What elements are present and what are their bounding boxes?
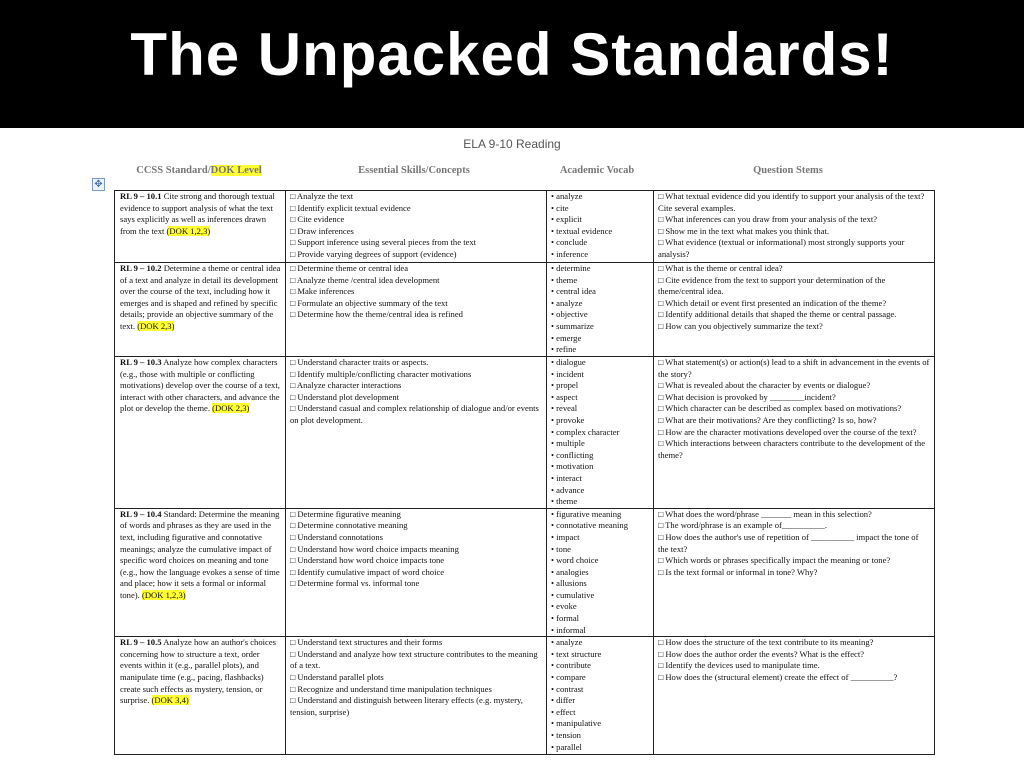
vocab-item: • figurative meaning	[551, 508, 622, 519]
skill-item: □ Identify explicit textual evidence	[290, 202, 411, 213]
vocab-item: • textual evidence	[551, 225, 613, 236]
vocab-cell	[547, 637, 654, 755]
question-item: □ What does the word/phrase _______ mean in this selection?	[658, 508, 872, 519]
vocab-item: • central idea	[551, 286, 596, 297]
questions-cell	[654, 191, 935, 263]
skill-item: □ Understand and distinguish between literary effects (e.g. mystery, tension, surprise)	[290, 695, 523, 717]
standard-code: RL 9 – 10.5	[120, 637, 162, 648]
vocab-item: • effect	[551, 706, 576, 717]
skills-cell	[286, 357, 547, 509]
title-bar	[0, 0, 1024, 128]
vocab-item: • cumulative	[551, 589, 595, 600]
vocab-item: • propel	[551, 380, 579, 391]
column-header-label: DOK Level	[210, 165, 262, 176]
skill-item: □ Determine how the theme/central idea is refined	[290, 309, 463, 320]
question-item: □ Which character can be described as complex based on motivations?	[658, 403, 902, 414]
question-item: □ Which words or phrases specifically impact the meaning or tone?	[658, 555, 891, 566]
column-headers	[114, 165, 926, 181]
question-item: □ Which interactions between characters contribute to the development of the theme?	[658, 438, 926, 460]
skill-item: □ Understand and analyze how text structure contributes to the meaning of a text.	[290, 648, 538, 671]
vocab-cell	[547, 263, 654, 357]
question-item: □ How does the author's use of repetition of __________ impact the tone of the text?	[658, 531, 919, 554]
vocab-item: • parallel	[551, 741, 582, 752]
question-item: □ What evidence (textual or informational) most strongly supports your analysis?	[658, 237, 905, 259]
question-item: □ Which detail or event first presented an indication of the theme?	[658, 297, 887, 308]
standard-cell	[115, 357, 286, 509]
vocab-item: • word choice	[551, 555, 599, 566]
vocab-item: • allusions	[551, 578, 587, 589]
standard-cell	[115, 263, 286, 357]
vocab-item: • determine	[551, 263, 591, 273]
table-row	[115, 637, 935, 755]
vocab-item: • interact	[551, 472, 582, 483]
skill-item: □ Recognize and understand time manipulation techniques	[290, 683, 492, 694]
vocab-item: • theme	[551, 274, 578, 285]
vocab-item: • explicit	[551, 214, 582, 225]
vocab-item: • analyze	[551, 297, 583, 308]
vocab-item: • reveal	[551, 403, 578, 414]
dok-level-badge: (DOK 1,2,3)	[141, 589, 186, 600]
skills-cell	[286, 637, 547, 755]
skill-item: □ Identify multiple/conflicting character motivations	[290, 368, 472, 379]
vocab-item: • incident	[551, 368, 584, 379]
skill-item: □ Analyze character interactions	[290, 380, 402, 391]
vocab-item: • motivation	[551, 461, 594, 472]
vocab-cell	[547, 357, 654, 509]
vocab-item: • conclude	[551, 237, 588, 248]
standard-cell	[115, 637, 286, 755]
questions-cell	[654, 637, 935, 755]
skill-item: □ Understand how word choice impacts meaning	[290, 543, 459, 554]
vocab-item: • analyze	[551, 637, 583, 648]
standard-text: Analyze how an author's choices concerning how to structure a text, order events within it (e.g., parallel plots), and manipulate time (e.g., pacing, flashbacks) create such effects as mystery, tension, or surprise.	[120, 637, 276, 706]
table-row	[115, 357, 935, 509]
standard-code: RL 9 – 10.4	[120, 508, 162, 519]
vocab-item: • analyze	[551, 191, 583, 201]
skills-cell	[286, 191, 547, 263]
question-item: □ How are the character motivations developed over the course of the text?	[658, 426, 917, 437]
question-item: □ Cite evidence from the text to support your determination of the theme/central idea.	[658, 274, 886, 297]
column-header-label: CCSS Standard/	[136, 165, 211, 176]
vocab-item: • tone	[551, 543, 571, 554]
vocab-cell	[547, 191, 654, 263]
table-move-handle-icon[interactable]: ✥	[92, 178, 105, 191]
vocab-item: • tension	[551, 730, 581, 740]
questions-cell	[654, 357, 935, 509]
question-item: □ What is revealed about the character by events or dialogue?	[658, 380, 871, 391]
skill-item: □ Determine theme or central idea	[290, 263, 409, 273]
skills-cell	[286, 263, 547, 357]
vocab-item: • advance	[551, 484, 585, 495]
standard-text: Determine a theme or central idea of a text and analyze in detail its development over the course of the text, including how it emerges and is shaped and refined by specific details; provide an objective summary of the text.	[120, 263, 281, 331]
vocab-item: • multiple	[551, 438, 585, 449]
vocab-item: • aspect	[551, 391, 578, 402]
vocab-item: • manipulative	[551, 718, 602, 729]
vocab-item: • refine	[551, 344, 577, 355]
table-row	[115, 191, 935, 263]
question-item: □ Identify the devices used to manipulate time.	[658, 660, 820, 671]
questions-cell	[654, 263, 935, 357]
skill-item: □ Formulate an objective summary of the text	[290, 297, 448, 308]
standard-text: Analyze how complex characters (e.g., those with multiple or conflicting motivations) develop over the course of a text, interact with other characters, and advance the plot or develop the theme.	[120, 357, 280, 414]
standards-table	[114, 190, 935, 755]
question-item: □ How does the author order the events? What is the effect?	[658, 648, 865, 659]
question-item: □ Identify additional details that shaped the theme or central passage.	[658, 309, 897, 320]
vocab-item: • text structure	[551, 648, 602, 659]
standard-code: RL 9 – 10.2	[120, 263, 162, 273]
vocab-item: • differ	[551, 695, 576, 706]
skill-item: □ Analyze theme /central idea development	[290, 274, 440, 285]
vocab-item: • summarize	[551, 320, 594, 331]
question-item: □ Is the text formal or informal in tone? Why?	[658, 566, 818, 577]
standard-cell	[115, 508, 286, 637]
column-header-standard	[114, 165, 284, 181]
dok-level-badge: (DOK 2,3)	[212, 403, 250, 414]
skill-item: □ Understand character traits or aspects.	[290, 357, 429, 367]
document-heading: ELA 9-10 Reading	[463, 137, 561, 151]
vocab-item: • objective	[551, 309, 588, 320]
questions-cell	[654, 508, 935, 637]
vocab-item: • impact	[551, 531, 580, 542]
skill-item: □ Understand parallel plots	[290, 672, 384, 683]
skill-item: □ Determine connotative meaning	[290, 520, 408, 531]
vocab-cell	[547, 508, 654, 637]
standard-code: RL 9 – 10.3	[120, 357, 162, 367]
skill-item: □ Provide varying degrees of support (evidence)	[290, 248, 457, 259]
standard-text: Standard: Determine the meaning of words and phrases as they are used in the text, including figurative and connotative meanings; analyze the cumulative impact of specific word choices on meaning and tone (e.g., how the language evokes a sense of time and place; how it sets a formal or informal tone).	[120, 508, 280, 600]
vocab-item: • formal	[551, 613, 580, 624]
question-item: □ How does the (structural element) create the effect of __________?	[658, 672, 898, 683]
question-item: □ What decision is provoked by ________incident?	[658, 391, 836, 402]
skills-cell	[286, 508, 547, 637]
vocab-item: • theme	[551, 496, 578, 507]
vocab-item: • contribute	[551, 660, 591, 671]
skill-item: □ Determine figurative meaning	[290, 508, 401, 519]
skill-item: □ Understand how word choice impacts tone	[290, 555, 445, 566]
slide-title: The Unpacked Standards!	[130, 21, 894, 88]
vocab-item: • inference	[551, 248, 589, 259]
vocab-item: • contrast	[551, 683, 584, 694]
skill-item: □ Make inferences	[290, 286, 355, 297]
question-item: □ What are their motivations? Are they conflicting? Is so, how?	[658, 414, 877, 425]
table-row	[115, 263, 935, 357]
dok-level-badge: (DOK 1,2,3)	[166, 225, 211, 236]
skill-item: □ Understand plot development	[290, 391, 400, 402]
vocab-item: • cite	[551, 202, 569, 213]
dok-level-badge: (DOK 3,4)	[151, 695, 189, 706]
vocab-item: • complex character	[551, 426, 620, 437]
column-header-questions: Question Stems	[753, 165, 823, 176]
standard-code: RL 9 – 10.1	[120, 191, 162, 201]
vocab-item: • dialogue	[551, 357, 586, 367]
question-item: □ Show me in the text what makes you think that.	[658, 225, 830, 236]
question-item: □ What inferences can you draw from your analysis of the text?	[658, 214, 878, 225]
column-header-skills: Essential Skills/Concepts	[358, 165, 470, 176]
table-row	[115, 508, 935, 637]
skill-item: □ Understand casual and complex relationship of dialogue and/or events on plot development.	[290, 403, 539, 425]
standard-text: Cite strong and thorough textual evidence to support analysis of what the text says explicitly as well as inferences drawn from the text	[120, 191, 275, 236]
skill-item: □ Understand text structures and their forms	[290, 637, 443, 648]
vocab-item: • evoke	[551, 601, 577, 612]
skill-item: □ Identify cumulative impact of word choice	[290, 566, 445, 577]
question-item: □ How can you objectively summarize the text?	[658, 320, 823, 331]
vocab-item: • analogies	[551, 566, 589, 577]
question-item: □ What is the theme or central idea?	[658, 263, 783, 273]
skill-item: □ Draw inferences	[290, 225, 354, 236]
vocab-item: • informal	[551, 624, 586, 635]
question-item: □ What textual evidence did you identify to support your analysis of the text? Cite several examples.	[658, 191, 925, 213]
skill-item: □ Understand connotations	[290, 531, 384, 542]
skill-item: □ Support inference using several pieces from the text	[290, 237, 477, 248]
skill-item: □ Cite evidence	[290, 214, 345, 225]
vocab-item: • compare	[551, 672, 586, 683]
question-item: □ How does the structure of the text contribute to its meaning?	[658, 637, 874, 648]
dok-level-badge: (DOK 2,3)	[137, 320, 175, 331]
vocab-item: • emerge	[551, 332, 582, 343]
standard-cell	[115, 191, 286, 263]
skill-item: □ Determine formal vs. informal tone	[290, 578, 420, 589]
question-item: □ The word/phrase is an example of__________.	[658, 520, 827, 531]
vocab-item: • conflicting	[551, 449, 594, 460]
question-item: □ What statement(s) or action(s) lead to a shift in advancement in the events of the story?	[658, 357, 930, 379]
skill-item: □ Analyze the text	[290, 191, 354, 201]
column-header-vocab: Academic Vocab	[559, 165, 635, 176]
vocab-item: • provoke	[551, 414, 585, 425]
vocab-item: • connotative meaning	[551, 520, 628, 531]
